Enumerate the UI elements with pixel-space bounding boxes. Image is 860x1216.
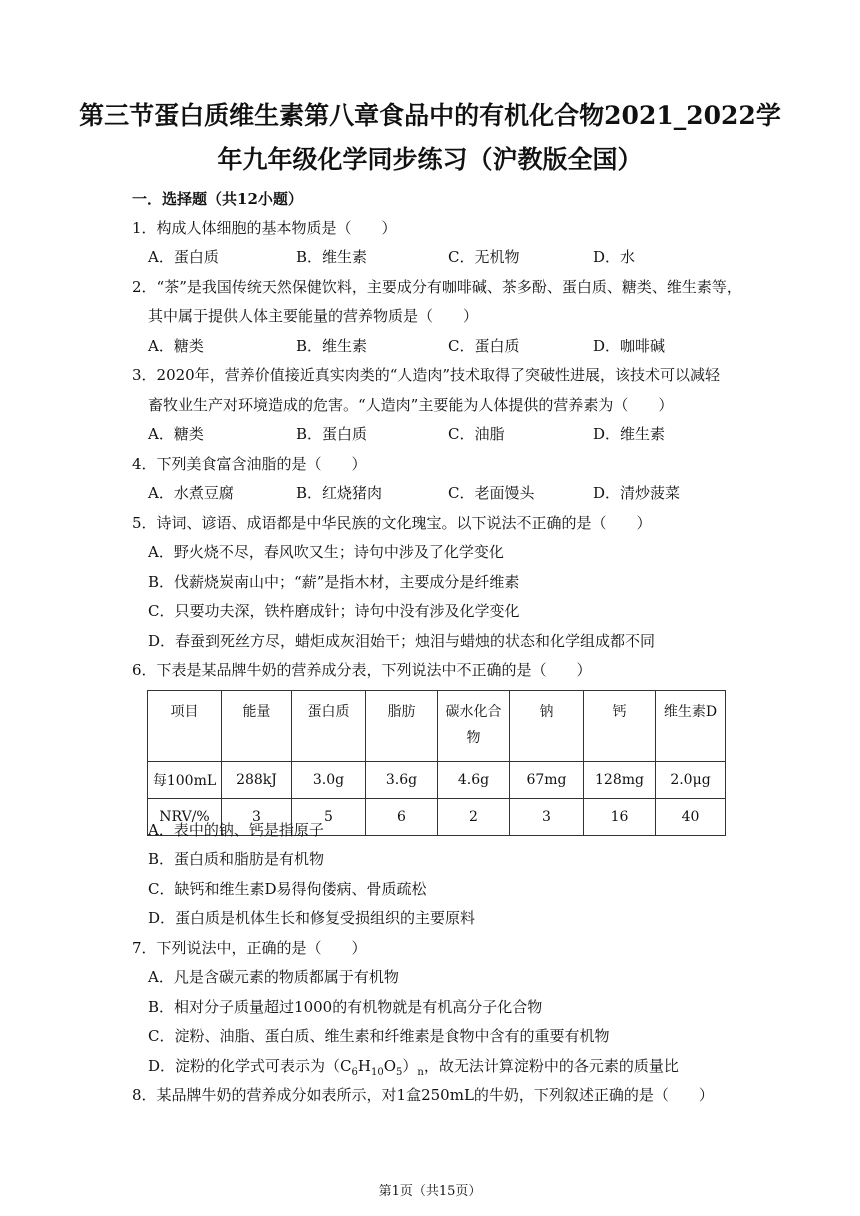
option-a: A．糖类 xyxy=(148,425,204,443)
option-d: D．维生素 xyxy=(593,425,666,443)
table-header-cell: 蛋白质 xyxy=(292,691,366,762)
option-a: A．糖类 xyxy=(148,337,204,355)
table-row xyxy=(148,762,726,799)
option-d-prefix: D．淀粉的化学式可表示为（C xyxy=(148,1057,352,1075)
question-7-option-b: B．相对分子质量超过1000的有机物就是有机高分子化合物 xyxy=(148,998,543,1016)
table-header-cell: 钙 xyxy=(584,691,656,762)
formula-element-o: O xyxy=(383,1057,397,1075)
table-header-cell: 脂肪 xyxy=(366,691,438,762)
question-6-option-c: C．缺钙和维生素D易得佝偻病、骨质疏松 xyxy=(148,880,427,898)
option-d-suffix: ，故无法计算淀粉中的各元素的质量比 xyxy=(423,1057,679,1075)
table-cell: 5 xyxy=(292,799,366,836)
question-7-option-d xyxy=(148,1056,679,1083)
question-2-stem-line2: 其中属于提供人体主要能量的营养物质是（ ） xyxy=(148,307,479,325)
page-title-line2: 年九年级化学同步练习（沪教版全国） xyxy=(217,145,643,174)
table-cell: 4.6g xyxy=(438,762,510,799)
question-7-option-c: C．淀粉、油脂、蛋白质、维生素和纤维素是食物中含有的重要有机物 xyxy=(148,1027,610,1045)
table-cell: 288kJ xyxy=(222,762,292,799)
question-5-stem: 5．诗词、谚语、成语都是中华民族的文化瑰宝。以下说法不正确的是（ ） xyxy=(132,514,652,532)
table-cell: 128mg xyxy=(584,762,656,799)
page-title-line1: 第三节蛋白质维生素第八章食品中的有机化合物2021_2022学 xyxy=(79,101,781,130)
option-b: B．蛋白质 xyxy=(296,425,368,443)
formula-paren: ） xyxy=(402,1057,418,1075)
option-b: B．维生素 xyxy=(296,337,368,355)
table-cell: 6 xyxy=(366,799,438,836)
question-2-stem-line1: 2．“茶”是我国传统天然保健饮料，主要成分有咖啡碱、茶多酚、蛋白质、糖类、维生素等， xyxy=(132,278,742,296)
option-d: D．咖啡碱 xyxy=(593,337,666,355)
option-c: C．无机物 xyxy=(448,248,520,266)
question-2-options xyxy=(148,336,748,356)
table-header-cell: 碳水化合物 xyxy=(438,691,510,762)
question-4-stem: 4．下列美食富含油脂的是（ ） xyxy=(132,455,367,473)
table-header-cell: 维生素D xyxy=(656,691,726,762)
formula-subscript: 10 xyxy=(370,1067,384,1078)
question-6-option-a: A．表中的钠、钙是指原子 xyxy=(148,821,324,839)
table-cell: 3 xyxy=(510,799,584,836)
nutrition-table xyxy=(147,690,726,836)
question-7-option-a: A．凡是含碳元素的物质都属于有机物 xyxy=(148,968,399,986)
table-cell: 40 xyxy=(656,799,726,836)
table-cell: 2.0μg xyxy=(656,762,726,799)
option-d: D．清炒菠菜 xyxy=(593,484,681,502)
option-b: B．红烧猪肉 xyxy=(296,484,383,502)
question-6-option-d: D．蛋白质是机体生长和修复受损组织的主要原料 xyxy=(148,909,476,927)
question-6-stem: 6．下表是某品牌牛奶的营养成分表，下列说法中不正确的是（ ） xyxy=(132,661,592,679)
table-header-cell: 能量 xyxy=(222,691,292,762)
table-cell: 2 xyxy=(438,799,510,836)
option-a: A．水煮豆腐 xyxy=(148,484,234,502)
question-3-stem-line2: 畜牧业生产对环境造成的危害。“人造肉”主要能为人体提供的营养素为（ ） xyxy=(148,396,674,414)
section-heading: 一．选择题（共12小题） xyxy=(132,190,303,208)
option-d: D．水 xyxy=(593,248,636,266)
option-c: C．油脂 xyxy=(448,425,505,443)
table-cell: 67mg xyxy=(510,762,584,799)
formula-subscript: 5 xyxy=(396,1067,403,1078)
table-cell: 3.6g xyxy=(366,762,438,799)
question-3-options xyxy=(148,424,748,444)
question-6-option-b: B．蛋白质和脂肪是有机物 xyxy=(148,850,325,868)
page-footer: 第1页（共15页） xyxy=(378,1184,482,1199)
question-1-stem: 1．构成人体细胞的基本物质是（ ） xyxy=(132,219,397,237)
table-header-cell: 钠 xyxy=(510,691,584,762)
option-c: C．蛋白质 xyxy=(448,337,520,355)
formula-subscript: 6 xyxy=(351,1067,358,1078)
question-7-stem: 7．下列说法中，正确的是（ ） xyxy=(132,939,367,957)
question-5-option-a: A．野火烧不尽，春风吹又生；诗句中涉及了化学变化 xyxy=(148,543,504,561)
question-5-option-d: D．春蚕到死丝方尽，蜡炬成灰泪始干；烛泪与蜡烛的状态和化学组成都不同 xyxy=(148,632,656,650)
option-a: A．蛋白质 xyxy=(148,248,219,266)
question-4-options xyxy=(148,483,748,503)
table-cell: 16 xyxy=(584,799,656,836)
option-c: C．老面馒头 xyxy=(448,484,535,502)
question-5-option-b: B．伐薪烧炭南山中；“薪”是指木材，主要成分是纤维素 xyxy=(148,573,520,591)
question-5-option-c: C．只要功夫深，铁杵磨成针；诗句中没有涉及化学变化 xyxy=(148,602,520,620)
table-cell: 3 xyxy=(222,799,292,836)
question-1-options xyxy=(148,247,748,267)
table-cell: 每100mL xyxy=(148,762,222,799)
option-b: B．维生素 xyxy=(296,248,368,266)
question-8-stem: 8．某品牌牛奶的营养成分如表所示，对1盒250mL的牛奶，下列叙述正确的是（ ） xyxy=(132,1086,714,1104)
formula-subscript: n xyxy=(417,1067,424,1078)
formula-element-h: H xyxy=(357,1057,371,1075)
question-3-stem-line1: 3．2020年，营养价值接近真实肉类的“人造肉”技术取得了突破性进展，该技术可以减轻 xyxy=(132,366,721,384)
table-header-cell: 项目 xyxy=(148,691,222,762)
table-cell: 3.0g xyxy=(292,762,366,799)
table-cell: NRV/% xyxy=(148,799,222,836)
table-header-row xyxy=(148,691,726,762)
